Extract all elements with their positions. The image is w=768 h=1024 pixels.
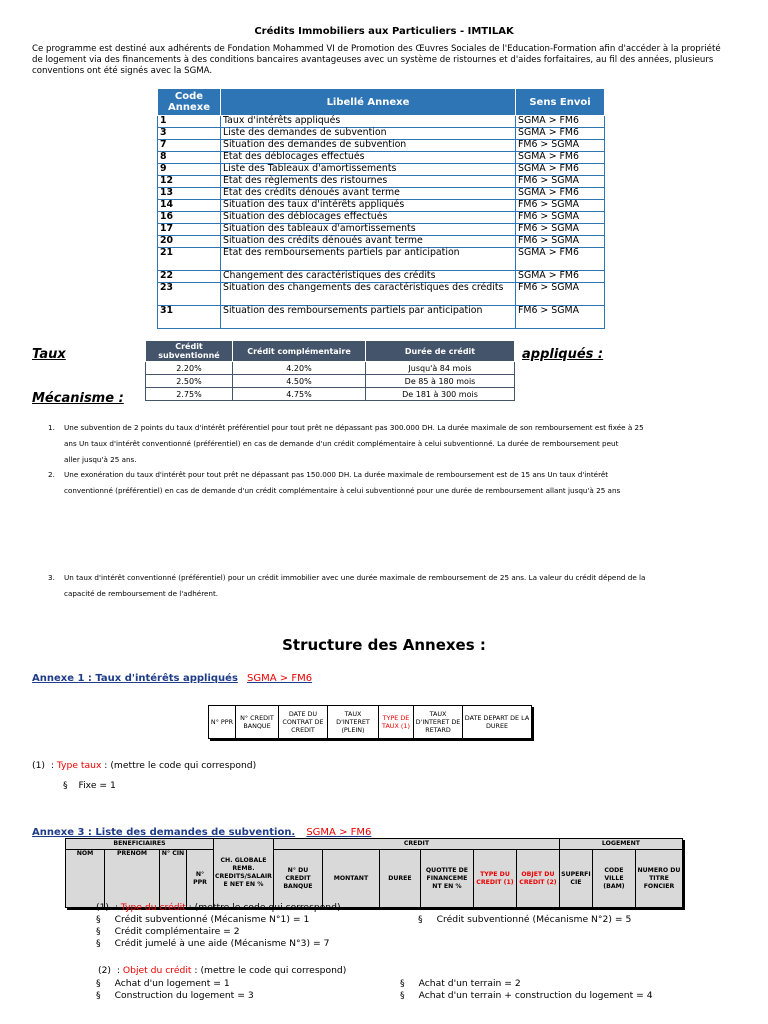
structure-title: Structure des Annexes : [282, 636, 486, 654]
annexe1-col-date-contrat: DATE DU CONTRAT DE CREDIT [279, 706, 328, 739]
rates-cell: De 85 à 180 mois [366, 375, 515, 388]
note-item: Construction du logement = 3 [114, 990, 254, 1001]
annex-direction-cell: FM6 > SGMA [516, 283, 605, 306]
annex-direction-cell: FM6 > SGMA [516, 306, 605, 329]
taux-label: Taux [32, 347, 66, 362]
appliques-label: appliqués : [522, 347, 604, 362]
annex-direction-cell: FM6 > SGMA [516, 224, 605, 236]
annexe1-col-type-taux: TYPE DE TAUX (1) [379, 706, 414, 739]
annexe3-col-quotite: QUOTITE DE FINANCEME NT EN % [420, 850, 473, 908]
annex-label-cell: Taux d'intérêts appliqués [221, 116, 516, 128]
annex-header-code: Code Annexe [158, 89, 221, 116]
bullet-icon: § [400, 990, 405, 1001]
annex-code-cell: 1 [158, 116, 221, 128]
annex-code-cell: 16 [158, 212, 221, 224]
note-objet-credit: Objet du crédit [122, 965, 192, 976]
annexe3-col-duree: DUREE [379, 850, 420, 908]
annex-direction-cell: SGMA > FM6 [516, 128, 605, 140]
bullet-icon: § [96, 926, 101, 937]
annexe1-heading-row [32, 666, 312, 685]
table-row [158, 188, 605, 200]
annex-label-cell: Etat des remboursements partiels par anticipation [221, 248, 516, 271]
note-item: Achat d'un terrain + construction du logement = 4 [418, 990, 653, 1001]
annex-label-cell: Etat des crédits dénoués avant terme [221, 188, 516, 200]
note-prefix: : [45, 760, 57, 771]
annexe3-col-nom: NOM [66, 850, 105, 908]
annexe3-col-prenom: PRENOM [105, 850, 160, 908]
annexe1-table [208, 705, 532, 739]
bullet-icon: § [418, 914, 423, 925]
annex-label-cell: Liste des demandes de subvention [221, 128, 516, 140]
annex-direction-cell: SGMA > FM6 [516, 152, 605, 164]
annex-direction-cell: FM6 > SGMA [516, 176, 605, 188]
table-row [158, 128, 605, 140]
note-item: Crédit complémentaire = 2 [114, 926, 240, 937]
note-item: Crédit subventionné (Mécanisme N°1) = 1 [114, 914, 310, 925]
annex-direction-cell: FM6 > SGMA [516, 212, 605, 224]
table-row [158, 176, 605, 188]
list-line: ans Un taux d'intérêt conventionné (préférentiel) en cas de demande d'un crédit complémentaire à celui subventionné. La durée de remboursement peut [64, 439, 619, 448]
table-row [158, 116, 605, 128]
table-row [158, 283, 605, 306]
document-title: Crédits Immobiliers aux Particuliers - IMTILAK [254, 26, 514, 37]
note-number: (1) [32, 760, 46, 771]
annexe1-col-date-depart: DATE DEPART DE LA DUREE [463, 706, 532, 739]
annex-direction-cell: SGMA > FM6 [516, 116, 605, 128]
annex-header-direction: Sens Envoi [516, 89, 605, 116]
annexe3-note2-left [96, 978, 254, 1002]
annexe3-group-logement: LOGEMENT [559, 839, 682, 850]
annexe3-note2: (2) : Objet du crédit : (mettre le code qui correspond) [98, 965, 347, 976]
rates-header-subventionne: Crédit subventionné [146, 341, 233, 362]
table-row [158, 212, 605, 224]
annex-code-cell: 17 [158, 224, 221, 236]
annex-label-cell: Situation des demandes de subvention [221, 140, 516, 152]
annex-label-cell: Situation des tableaux d'amortissements [221, 224, 516, 236]
annex-direction-cell: SGMA > FM6 [516, 188, 605, 200]
annex-table-body [158, 116, 605, 329]
annexe1-heading: Annexe 1 : Taux d'intérêts appliqués [32, 673, 238, 684]
annexe3-col-titre-foncier: NUMERO DU TITRE FONCIER [635, 850, 682, 908]
annex-code-cell: 14 [158, 200, 221, 212]
annex-code-cell: 20 [158, 236, 221, 248]
annex-code-cell: 31 [158, 306, 221, 329]
annex-code-cell: 8 [158, 152, 221, 164]
annexe3-col-cin: N° CIN [160, 850, 187, 908]
list-line: capacité de remboursement de l'adhérent. [64, 589, 219, 598]
annexe1-col-ppr: N° PPR [209, 706, 236, 739]
annex-code-cell: 23 [158, 283, 221, 306]
annexe3-col-superficie: SUPERFI CIE [559, 850, 592, 908]
annex-direction-cell: FM6 > SGMA [516, 236, 605, 248]
list-text [64, 420, 736, 468]
note-number: (1) [96, 902, 110, 913]
annexe3-col-credit-banque: N° DU CREDIT BANQUE [273, 850, 322, 908]
note-item: Fixe = 1 [78, 780, 116, 791]
list-line: conventionné (préférentiel) en cas de demande d'un crédit complémentaire à celui subventionné pour une durée de remboursement allant jusqu'à 25 ans [64, 486, 621, 495]
annexe3-heading: Annexe 3 : Liste des demandes de subvention. [32, 827, 296, 838]
table-row [158, 140, 605, 152]
list-text [64, 570, 736, 602]
intro-paragraph: Ce programme est destiné aux adhérents de Fondation Mohammed VI de Promotion des Œuvres Sociales de l'Education-Formation afin d'accéder à la propriété de logement via des financements à des conditions bancaires avantageuses avec un système de ristournes et d'aides forfaitaires, au fil des années, plusieurs conventions ont été signés avec la SGMA. [32, 44, 721, 76]
annex-code-cell: 3 [158, 128, 221, 140]
note-number: (2) [98, 965, 112, 976]
annexe1-col-taux-plein: TAUX D'INTERET (PLEIN) [328, 706, 379, 739]
annexe3-col-objet-credit: OBJET DU CREDIT (2) [516, 850, 559, 908]
note-instruction: : (mettre le code qui correspond) [185, 902, 341, 913]
annexe1-note [32, 760, 256, 771]
rates-cell: 4.50% [233, 375, 366, 388]
annex-label-cell: Etat des règlements des ristournes [221, 176, 516, 188]
annex-label-cell: Situation des crédits dénoués avant terme [221, 236, 516, 248]
annexe3-note2-right [400, 978, 653, 1002]
note-instruction: : (mettre le code qui correspond) [101, 760, 257, 771]
list-line: Un taux d'intérêt conventionné (préférentiel) pour un crédit immobilier avec une durée maximale de remboursement de 25 ans. La valeur du crédit dépend de la [64, 573, 646, 582]
annexe1-col-taux-retard: TAUX D'INTERET DE RETARD [414, 706, 463, 739]
note-type-taux: Type taux [56, 760, 102, 771]
rates-cell: 2.20% [146, 362, 233, 375]
list-number: 2. [48, 470, 55, 479]
annex-code-cell: 21 [158, 248, 221, 271]
annexe3-group-ch-globale: CH. GLOBALE REMB. CREDITS/SALAIR E NET EN % [214, 839, 274, 908]
annexe3-note1: (1) : Type du crédit : (mettre le code qui correspond) [96, 902, 341, 913]
list-line: Une subvention de 2 points du taux d'intérêt préférentiel pour tout prêt ne dépassant pas 300.000 DH. La durée maximale de son remboursement est fixée à 25 [64, 423, 644, 432]
bullet-icon: § [96, 990, 101, 1001]
table-row [158, 152, 605, 164]
annex-label-cell: Liste des Tableaux d'amortissements [221, 164, 516, 176]
annexe3-col-ppr: N° PPR [187, 850, 214, 908]
annex-code-cell: 9 [158, 164, 221, 176]
annexe3-table [65, 838, 683, 908]
mecanisme-label: Mécanisme : [32, 391, 124, 406]
rates-cell: Jusqu'à 84 mois [366, 362, 515, 375]
list-line: aller jusqu'à 25 ans. [64, 455, 137, 464]
annex-header-label: Libellé Annexe [221, 89, 516, 116]
rates-header-complementaire: Crédit complémentaire [233, 341, 366, 362]
note-instruction: : (mettre le code qui correspond) [191, 965, 347, 976]
table-row [146, 362, 515, 375]
annexe3-note1-right [418, 914, 631, 926]
annex-code-cell: 12 [158, 176, 221, 188]
annexe3-col-montant: MONTANT [322, 850, 379, 908]
annex-direction-cell: SGMA > FM6 [516, 271, 605, 283]
annexe1-note-item [63, 780, 116, 791]
list-text [64, 467, 736, 499]
annexe3-col-type-credit: TYPE DU CREDIT (1) [473, 850, 516, 908]
annex-direction-cell: SGMA > FM6 [516, 248, 605, 271]
rates-cell: 2.50% [146, 375, 233, 388]
annex-code-cell: 22 [158, 271, 221, 283]
annex-direction-cell: FM6 > SGMA [516, 200, 605, 212]
note-item: Achat d'un terrain = 2 [418, 978, 521, 989]
annex-code-cell: 7 [158, 140, 221, 152]
annex-label-cell: Changement des caractéristiques des crédits [221, 271, 516, 283]
annex-label-cell: Situation des remboursements partiels par anticipation [221, 306, 516, 329]
note-item: Crédit jumelé à une aide (Mécanisme N°3) = 7 [114, 938, 330, 949]
annex-direction-cell: FM6 > SGMA [516, 140, 605, 152]
table-row [146, 388, 515, 401]
annexe1-direction: SGMA > FM6 [247, 673, 313, 684]
table-row [158, 271, 605, 283]
rates-header-duree: Durée de crédit [366, 341, 515, 362]
note-item: Achat d'un logement = 1 [114, 978, 230, 989]
annex-direction-cell: SGMA > FM6 [516, 164, 605, 176]
rates-cell: 4.20% [233, 362, 366, 375]
bullet-icon: § [96, 978, 101, 989]
note-type-credit: Type du crédit [120, 902, 186, 913]
list-number: 1. [48, 423, 55, 432]
list-line: Une exonération du taux d'intérêt pour tout prêt ne dépassant pas 150.000 DH. La durée maximale de remboursement est de 15 ans Un taux d'intérêt [64, 470, 609, 479]
bullet-icon: § [96, 914, 101, 925]
annexe1-col-credit: N° CREDIT BANQUE [236, 706, 279, 739]
table-row [158, 164, 605, 176]
note-item: Crédit subventionné (Mécanisme N°2) = 5 [436, 914, 632, 925]
rates-cell: 2.75% [146, 388, 233, 401]
annexe3-group-credit: CREDIT [273, 839, 559, 850]
annex-label-cell: Etat des déblocages effectués [221, 152, 516, 164]
annex-table [157, 88, 605, 329]
annex-label-cell: Situation des déblocages effectués [221, 212, 516, 224]
rates-cell: De 181 à 300 mois [366, 388, 515, 401]
annexe3-col-code-ville: CODE VILLE (BAM) [592, 850, 635, 908]
table-row [158, 200, 605, 212]
annexe3-heading-row [32, 820, 371, 839]
annex-label-cell: Situation des changements des caractéristiques des crédits [221, 283, 516, 306]
bullet-icon: § [63, 780, 68, 791]
annex-code-cell: 13 [158, 188, 221, 200]
table-row [146, 375, 515, 388]
rates-cell: 4.75% [233, 388, 366, 401]
rates-table-body [146, 362, 515, 401]
bullet-icon: § [400, 978, 405, 989]
table-row [158, 306, 605, 329]
bullet-icon: § [96, 938, 101, 949]
annexe3-direction: SGMA > FM6 [306, 827, 372, 838]
annex-label-cell: Situation des taux d'intérêts appliqués [221, 200, 516, 212]
annexe3-group-beneficiaires: BENEFICIAIRES [66, 839, 214, 850]
annexe3-note1-items [96, 914, 329, 950]
table-row [158, 236, 605, 248]
list-number: 3. [48, 573, 55, 582]
rates-table [145, 340, 515, 401]
table-row [158, 248, 605, 271]
table-row [158, 224, 605, 236]
